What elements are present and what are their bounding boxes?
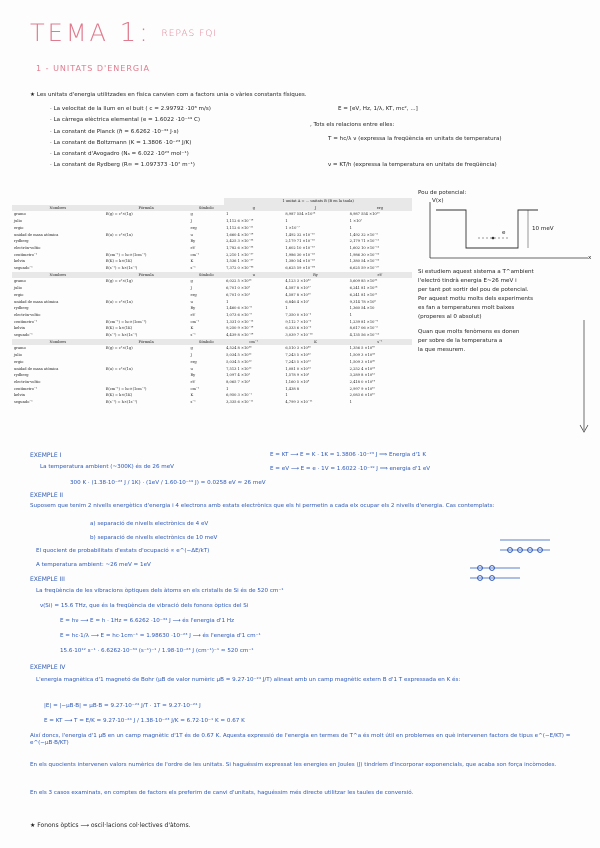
table-row <box>12 278 412 285</box>
table-cell: g <box>190 279 193 284</box>
table-cell: 1,986 30 ×10⁻²³ <box>285 252 315 257</box>
table-cell: segundo⁻¹ <box>14 266 33 271</box>
table-row <box>12 379 412 386</box>
table-cell: kelvin <box>14 326 25 331</box>
table-cell: 6,701 0 ×10² <box>226 292 251 297</box>
example-2-case-b: b) separació de nivells electrònics de 10 meV <box>90 535 218 541</box>
table-cell: 1,097 4 ×10⁵ <box>226 373 251 378</box>
table-cell <box>104 285 189 292</box>
col-header: Nombres <box>12 339 104 346</box>
table-cell: electrón-voltio <box>14 312 41 317</box>
intro-text: ★ Les unitats d'energia utilitzades en física canvien com a factors unia o vàries constants físiques. <box>30 92 307 98</box>
table-cell: ergio <box>14 225 24 230</box>
table-cell: J <box>190 353 192 358</box>
constant-item: · La constant de Rydberg (R∞ = 1.097373 ·10⁷ m⁻¹) <box>50 162 195 169</box>
table-cell: 3,335 6 ×10⁻¹¹ <box>226 400 254 405</box>
table-cell: segundo⁻¹ <box>14 333 33 338</box>
table-cell <box>104 225 189 232</box>
table-cell: gramo <box>14 212 26 217</box>
table-row <box>12 305 412 312</box>
table-cell: E(s⁻¹) = h×(1s⁻¹) <box>105 333 138 338</box>
col-header: cm⁻¹ <box>224 339 283 346</box>
table-cell: rydberg <box>14 239 29 244</box>
table-row <box>12 285 412 292</box>
table-cell: 5,609 85 ×10³² <box>349 279 378 284</box>
table-cell: 1,509 3 ×10³³ <box>349 353 375 358</box>
table-cell: 2,252 4 ×10²³ <box>349 366 375 371</box>
table-cell: rydberg <box>14 373 29 378</box>
potential-notes: Si estudiem aquest sistema a T^ambient l'electró tindrà energia E~26 meV i per tant pot sortir del pou de potencial. Per aquest motiu molts dels experiments es fan a temperatures molt baixes (properes al 0 absolut) Quan que molts fenòmens es donen per sobre de la temperatura a la que mesurem. <box>418 269 534 353</box>
example-3-line: ν(Si) = 15.6 THz, que és la freqüència de vibració dels fonons òptics del Si <box>40 603 249 609</box>
example-3-line: La freqüència de les vibracions òptiques dels àtoms en els cristalls de Si és de 520 cm⁻¹ <box>36 588 284 594</box>
table-cell: 4,135 56 ×10⁻¹⁵ <box>349 333 380 338</box>
table-cell: 1 <box>285 219 288 224</box>
table-cell: Ry <box>190 239 196 244</box>
table-cell <box>104 359 189 366</box>
table-cell: 1,438 8 <box>285 386 300 391</box>
table-cell: 8,617 06 ×10⁻⁵ <box>349 326 378 331</box>
table-cell: unidad de masa atómica <box>14 299 59 304</box>
table-cell: J <box>190 219 192 224</box>
table-cell: u <box>190 366 193 371</box>
table-cell: 4,439 8 ×10⁻²⁴ <box>226 333 254 338</box>
title-sub: REPAS FQI <box>161 29 217 39</box>
table-cell: unidad de masa atómica <box>14 366 59 371</box>
table-cell: 4,799 3 ×10⁻¹¹ <box>285 400 313 405</box>
table-cell: E(cm⁻¹) = hc×(1cm⁻¹) <box>105 386 147 391</box>
table-cell: 5,034 5 ×10²² <box>226 353 252 358</box>
col-header: Símbolo <box>188 339 224 346</box>
table-cell: 9,314 78 ×10⁸ <box>349 299 376 304</box>
table-cell: 8,987 554 ×10²⁰ <box>349 212 380 217</box>
table-row <box>12 325 412 332</box>
table-cell <box>104 312 189 319</box>
title-main: TEMA <box>30 19 109 47</box>
table-cell: 1,536 1 ×10⁻³⁷ <box>226 259 254 264</box>
constant-item: · La càrrega elèctrica elemental (e = 1.6022 ·10⁻¹⁹ C) <box>50 117 201 124</box>
table-cell: 1,112 6 ×10⁻¹⁴ <box>226 219 254 224</box>
table-cell: E(u) = c²×(1u) <box>105 299 133 304</box>
section-heading: 1 - UNITATS D'ENERGIA <box>36 64 150 73</box>
table-cell: erg <box>190 292 197 297</box>
table-cell: 1 <box>226 212 229 217</box>
table-cell: E(g) = c²×(1g) <box>105 346 133 351</box>
table-cell: 6,333 6 ×10⁻⁶ <box>285 326 312 331</box>
table-cell: 1 <box>349 225 352 230</box>
table-cell <box>104 352 189 359</box>
table-cell: 1,460 6 ×10⁻⁸ <box>226 306 252 311</box>
constant-item: · La constant de Boltzmann (K = 1.3806 ·10⁻²³ J/K) <box>50 139 192 146</box>
table-cell: 9,112 7 ×10⁻⁶ <box>285 319 312 324</box>
constants-list <box>50 106 211 170</box>
col-header: J <box>283 205 347 212</box>
table-row <box>12 312 412 319</box>
axis-arrow <box>574 320 594 440</box>
energy-set: E = [eV, Hz, 1/λ, KT, mc², ...] <box>338 106 418 112</box>
table-cell <box>104 379 189 386</box>
col-header: s⁻¹ <box>348 339 412 346</box>
example-1-line: La temperatura ambient (~300K) és de 26 meV <box>40 464 175 470</box>
col-header: Nombres <box>12 272 104 279</box>
table-cell: E(s⁻¹) = h×(1s⁻¹) <box>105 266 138 271</box>
closing-paragraph: En els 3 casos examinats, en comptes de factors els preferim de canvi d'unitats, haguéssim més directe utilitzar les taules de conversió. <box>30 790 414 796</box>
table-cell: 6,950 3 ×10⁻¹ <box>226 393 252 398</box>
table-cell: erg <box>190 359 197 364</box>
table-cell: 2,210 1 ×10⁻³⁷ <box>226 252 254 257</box>
table-row <box>12 299 412 306</box>
col-header: u <box>224 272 283 279</box>
table-cell: 7,513 1 ×10¹² <box>226 366 252 371</box>
table-cell: eV <box>190 312 196 317</box>
table-cell: 1,081 0 ×10¹³ <box>285 366 311 371</box>
table-cell: ergio <box>14 292 24 297</box>
table-cell: unidad de masa atómica <box>14 232 59 237</box>
col-header: eV <box>348 272 412 279</box>
table-cell: 4,587 8 ×10¹⁰ <box>285 292 311 297</box>
example-4-text: L'energia magnètica d'1 magnetó de Bohr (μB de valor numèric μB = 9.27·10⁻²⁴ J/T) alineat amb un camp magnètic extern B d'1 T expressada en K és: <box>36 677 461 683</box>
table-cell: E(K) = k×(1K) <box>105 393 133 398</box>
table-cell: 1,380 54 ×10⁻²³ <box>285 259 315 264</box>
example-2-line: El quocient de probabilitats d'estats d'ocupació ∝ e^(−ΔE/kT) <box>36 548 210 554</box>
table-cell: 1 <box>349 400 352 405</box>
table-cell: julio <box>14 219 22 224</box>
table-cell: 6,241 81 ×10¹⁸ <box>349 286 378 291</box>
example-3-line: E = hν ⟶ E = h · 1Hz = 6.6262 ·10⁻³⁴ J ⟶ és l'energia d'1 Hz <box>60 618 235 624</box>
table-cell: 8,065 7 ×10³ <box>226 379 251 384</box>
table-cell: 1,782 6 ×10⁻³³ <box>226 245 254 250</box>
table-cell: cm⁻¹ <box>190 252 200 257</box>
constant-item: · La constant d'Avogadro (Nₐ = 6.022 ·10²³ mol⁻¹) <box>50 151 189 158</box>
table-cell: 9,250 9 ×10⁻¹⁴ <box>226 326 254 331</box>
table-cell: K <box>190 393 194 398</box>
table-cell: 1,509 3 ×10²⁶ <box>349 359 375 364</box>
col-header: Símbolo <box>188 205 224 212</box>
table-cell: g <box>190 212 193 217</box>
table-cell: 4,587 8 ×10¹⁷ <box>285 286 311 291</box>
col-header: Fórmula <box>104 339 189 346</box>
col-header: K <box>283 339 347 346</box>
table-cell: 5,034 5 ×10¹⁵ <box>226 359 252 364</box>
table-cell <box>104 238 189 245</box>
table-cell: gramo <box>14 346 26 351</box>
example-2-case-a: a) separació de nivells electrònics de 4 eV <box>90 521 209 527</box>
table-cell: 4,123 3 ×10³² <box>285 279 311 284</box>
table-header: 1 unitat A = … unitats B (B en la taula) <box>224 198 412 205</box>
example-4-title: EXEMPLE IV <box>30 664 66 671</box>
table-cell: 6,701 0 ×10⁹ <box>226 286 251 291</box>
table-row <box>12 232 412 239</box>
example-4-line: |E| = |−μB·B| = μB·B = 9.27·10⁻²⁴ J/T · 1T = 9.27·10⁻²⁴ J <box>44 703 201 709</box>
table-cell: E(K) = k×(1K) <box>105 259 133 264</box>
table-cell: 6,846 4 ×10⁷ <box>285 299 310 304</box>
table-cell: Ry <box>190 373 196 378</box>
example-3-title: EXEMPLE III <box>30 576 65 583</box>
example-1-title: EXEMPLE I <box>30 452 62 459</box>
table-cell: 2,083 6 ×10¹⁰ <box>349 393 375 398</box>
table-cell: segundo⁻¹ <box>14 400 33 405</box>
table-cell <box>104 245 189 252</box>
table-cell: 7,350 0 ×10⁻² <box>285 312 312 317</box>
table-cell: erg <box>190 225 197 230</box>
col-header: g <box>224 205 283 212</box>
potential-well-diagram <box>418 198 593 263</box>
table-cell: 6,625 59 ×10⁻³⁴ <box>285 266 315 271</box>
table-cell: gramo <box>14 279 26 284</box>
table-row <box>12 238 412 245</box>
table-cell: julio <box>14 353 22 358</box>
table-cell: 1 <box>349 312 352 317</box>
table-cell: 6,510 3 ×10³⁶ <box>285 346 311 351</box>
table-row <box>12 292 412 299</box>
table-cell: E(u) = c²×(1u) <box>105 366 133 371</box>
example-2-title: EXEMPLE II <box>30 492 64 499</box>
example-1-line: E = eV ⟶ E = e · 1V = 1.6022 ·10⁻¹⁹ J ⟹ energia d'1 eV <box>270 466 431 472</box>
intro-sentence: Les unitats d'energia utilitzades en física canvien com a factors unia o vàries constants físiques. <box>36 92 307 98</box>
col-header: Fórmula <box>104 205 189 212</box>
table-cell: rydberg <box>14 306 29 311</box>
table-row <box>12 372 412 379</box>
table-cell: centímetro⁻¹ <box>14 319 38 324</box>
table-cell: 1,380 54 ×10⁻¹⁶ <box>349 259 380 264</box>
table-cell: 8,987 554 ×10¹³ <box>285 212 316 217</box>
table-cell: Ry <box>190 306 196 311</box>
table-cell: ergio <box>14 359 24 364</box>
table-cell: 1 <box>285 393 288 398</box>
table-cell: 2,997 9 ×10¹⁰ <box>349 386 375 391</box>
equation-2: ν = KT/h (expressa la temperatura en unitats de freqüència) <box>328 162 497 168</box>
example-3-line: E = hc·1/λ ⟶ E = hc·1cm⁻¹ = 1.98630 ·10⁻²³ J ⟶ és l'energia d'1 cm⁻¹ <box>60 633 261 639</box>
table-row <box>12 258 412 265</box>
table-cell: 1,492 32 ×10⁻¹⁰ <box>285 232 315 237</box>
table-row <box>12 345 412 352</box>
table-cell: 7,243 5 ×10¹⁵ <box>285 359 311 364</box>
constant-item: · La constant de Planck (ℏ = 6.6262 ·10⁻³⁴ J·s) <box>50 128 179 135</box>
table-row <box>12 392 412 399</box>
table-cell: s⁻¹ <box>190 400 196 405</box>
energy-levels-diagram <box>440 520 580 585</box>
table-cell: 1,492 32 ×10⁻³ <box>349 232 378 237</box>
table-cell: 1,239 81 ×10⁻⁴ <box>349 319 378 324</box>
table-cell <box>104 305 189 312</box>
col-header: Fórmula <box>104 272 189 279</box>
table-row <box>12 218 412 225</box>
label-e: e <box>502 230 506 236</box>
table-cell: 6,625 59 ×10⁻²⁷ <box>349 266 380 271</box>
table-row <box>12 252 412 259</box>
example-2-text: Suposem que tenim 2 nivells energètics d'energia i 4 electrons amb estats electrònics que els hi permetin a cada elx ocupar els 2 nivells d'energia. Cas contemplats: <box>30 503 495 509</box>
example-4-text: Així doncs, l'energia d'1 μB en un camp magnètic d'1T és de 0.67 K. Aquesta expressió de l'energia en termes de T^a és molt útil en problemes en què intervenen factors de tipus e^(−E/KT) = e^(−μB·B/KT) <box>30 733 571 747</box>
table-cell: 2,418 0 ×10¹⁴ <box>349 379 375 384</box>
table-cell: 1,112 6 ×10⁻²¹ <box>226 225 254 230</box>
col-header: erg <box>348 205 412 212</box>
table-row <box>12 386 412 393</box>
table-cell: kelvin <box>14 259 25 264</box>
table-cell: 1 <box>226 299 229 304</box>
table-cell: 1,331 0 ×10⁻¹³ <box>226 319 254 324</box>
table-cell: u <box>190 232 193 237</box>
table-cell: cm⁻¹ <box>190 386 200 391</box>
table-cell <box>104 292 189 299</box>
table-cell: 1,986 30 ×10⁻¹⁶ <box>349 252 380 257</box>
table-cell: 1 <box>226 386 229 391</box>
table-cell: s⁻¹ <box>190 333 196 338</box>
table-cell: 7,243 5 ×10²² <box>285 353 311 358</box>
table-row <box>12 211 412 218</box>
table-cell: eV <box>190 379 196 384</box>
axis-y-label: V(x) <box>432 198 444 204</box>
closing-paragraph: En els quocients intervenen valors numèrics de l'ordre de les unitats. Si haguéssim expressat les energies en Joules (J) tindríem d'incorporar exponencials, que acaba son força incòmodes. <box>30 762 557 768</box>
example-2-line: A temperatura ambient: ~26 meV = 1eV <box>36 562 151 568</box>
table-row <box>12 225 412 232</box>
table-cell: s⁻¹ <box>190 266 196 271</box>
table-cell: 1,073 6 ×10⁻⁹ <box>226 312 252 317</box>
table-row <box>12 352 412 359</box>
page-title <box>30 18 217 48</box>
table-row <box>12 359 412 366</box>
axis-x-label: x <box>588 255 592 261</box>
table-cell: 3,039 7 ×10⁻¹⁶ <box>285 333 313 338</box>
relation-label: , Tots els relacions entre elles: <box>310 122 395 128</box>
title-number: 1: <box>119 18 151 48</box>
table-cell: 2,179 71 ×10⁻¹¹ <box>349 239 380 244</box>
table-cell: 1,160 5 ×10⁴ <box>285 379 310 384</box>
table-cell: electrón-voltio <box>14 379 41 384</box>
closing-bullet-text: Fonons òptics ⟶ oscil·lacions col·lectives d'àtoms. <box>37 822 191 829</box>
table-cell: 6,241 81 ×10¹¹ <box>349 292 378 297</box>
table-cell: 1 ×10⁻⁷ <box>285 225 300 230</box>
table-cell: K <box>190 259 194 264</box>
table-cell: 1,602 10 ×10⁻¹⁹ <box>285 245 315 250</box>
table-cell: E(g) = c²×(1g) <box>105 279 133 284</box>
table-row <box>12 265 412 272</box>
equation-1: T = hc/λ ν (expressa la freqüència en unitats de temperatura) <box>328 136 502 142</box>
table-cell: 1,660 4 ×10⁻²⁴ <box>226 232 254 237</box>
table-cell: E(cm⁻¹) = hc×(1cm⁻¹) <box>105 252 147 257</box>
closing-bullet: ★ Fonons òptics ⟶ oscil·lacions col·lectives d'àtoms. <box>30 822 191 829</box>
example-4-line: E = KT ⟶ T = E/K = 9.27·10⁻²⁴ J / 1.38·10⁻²³ J/K = 6.72·10⁻¹ K = 0.67 K <box>44 718 245 724</box>
table-cell: E(cm⁻¹) = hc×(1cm⁻¹) <box>105 319 147 324</box>
col-header: Ry <box>283 272 347 279</box>
table-cell <box>104 372 189 379</box>
table-cell: kelvin <box>14 393 25 398</box>
example-1-line: 300 K · (1.38·10⁻²³ J / 1K) · (1eV / 1.60·10⁻¹⁹ J) = 0.0258 eV ≈ 26 meV <box>70 480 266 486</box>
table-cell: J <box>190 286 192 291</box>
example-1-line: E = KT ⟶ E = K · 1K = 1.3806 ·10⁻²³ J ⟹ Energia d'1 K <box>270 452 427 458</box>
col-header: Nombres <box>12 205 104 212</box>
table-row <box>12 332 412 339</box>
table-cell: centímetro⁻¹ <box>14 252 38 257</box>
table-cell: 2,179 71 ×10⁻¹⁸ <box>285 239 315 244</box>
table-cell: E(u) = c²×(1u) <box>105 232 133 237</box>
table-cell: K <box>190 326 194 331</box>
table-cell: 1 <box>285 306 288 311</box>
table-cell <box>104 218 189 225</box>
table-cell: E(g) = c²×(1g) <box>105 212 133 217</box>
table-cell: 2,425 3 ×10⁻³³ <box>226 239 254 244</box>
table-cell: 3,289 8 ×10¹⁵ <box>349 373 375 378</box>
table-cell: 1 ×10⁷ <box>349 219 363 224</box>
table-cell: centímetro⁻¹ <box>14 386 38 391</box>
table-cell: 7,372 0 ×10⁻⁴⁸ <box>226 266 254 271</box>
table-cell: electrón-voltio <box>14 245 41 250</box>
table-cell: g <box>190 346 193 351</box>
table-row <box>12 245 412 252</box>
constant-item: · La velocitat de la llum en el buit ( c = 2.99792 ·10⁸ m/s) <box>50 106 211 112</box>
table-cell: 1,602 10 ×10⁻¹² <box>349 245 380 250</box>
table-cell: E(s⁻¹) = h×(1s⁻¹) <box>105 400 138 405</box>
table-row <box>12 366 412 373</box>
table-cell: 1,356 5 ×10⁴⁷ <box>349 346 375 351</box>
table-cell: 6,022 5 ×10²³ <box>226 279 252 284</box>
table-cell: julio <box>14 286 22 291</box>
label-10mev: 10 meV <box>532 226 554 232</box>
conversion-table <box>12 198 412 406</box>
table-cell: 4,524 8 ×10³⁶ <box>226 346 252 351</box>
table-cell: 1,360 54 ×10 <box>349 306 375 311</box>
table-row <box>12 319 412 326</box>
example-3-line: 15.6·10¹² s⁻¹ · 6.6262·10⁻³⁴ (s⁻¹)⁻¹ / 1.98·10⁻²³ J (cm⁻¹)⁻¹ ≈ 520 cm⁻¹ <box>60 648 254 654</box>
table-cell: E(K) = k×(1K) <box>105 326 133 331</box>
potential-title: Pou de potencial: <box>418 190 467 196</box>
table-cell: cm⁻¹ <box>190 319 200 324</box>
table-cell: u <box>190 299 193 304</box>
table-cell: 1,578 9 ×10⁵ <box>285 373 310 378</box>
table-cell: eV <box>190 245 196 250</box>
col-header: Símbolo <box>188 272 224 279</box>
table-row <box>12 399 412 406</box>
